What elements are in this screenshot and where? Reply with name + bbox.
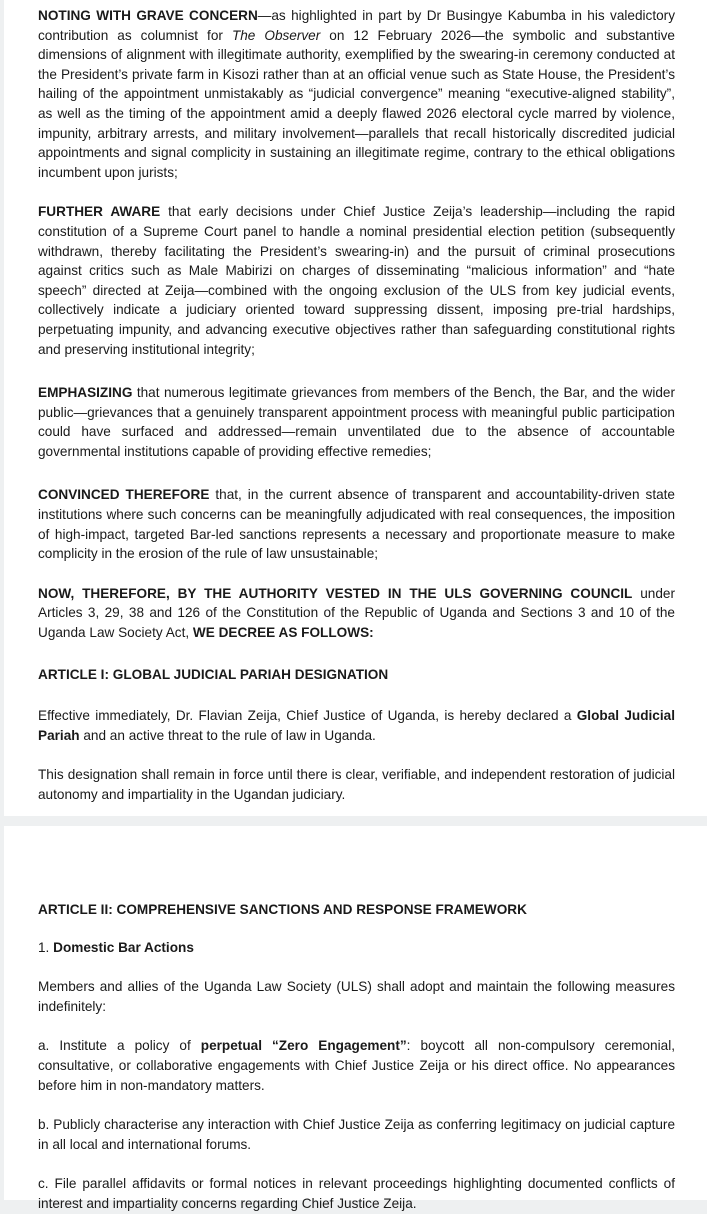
recital-lead: FURTHER AWARE	[38, 204, 161, 220]
zero-engagement-term: perpetual “Zero Engagement”	[200, 1038, 407, 1054]
section-title: Domestic Bar Actions	[53, 939, 194, 955]
recital-grave-concern: NOTING WITH GRAVE CONCERN—as highlighted in part by Dr Busingye Kabumba in his valedictory contribution as columnist for The Observer on 12 February 2026—the symbolic and substantive dimensions of alignment with illegitimate authority, exemplified by the swearing-in ceremony conducted at the President’s private farm in Kisozi rather than at an official venue such as State House, the President’s hailing of the appointment unmistakably as “judicial convergence” meaning “executive-aligned stability”, as well as the timing of the appointment amid a deeply flawed 2026 electoral cycle marred by violence, impunity, arbitrary arrests, and military involvement—parallels that recall historically discredited judicial appointments and signal complicity in sustaining an illegitimate regime, contrary to the ethical obligations incumbent upon jurists;	[38, 8, 675, 180]
recital-lead: CONVINCED THEREFORE	[38, 487, 210, 503]
list-item-a: a. Institute a policy of perpetual “Zero Engagement”: boycott all non-compulsory ceremonial, consultative, or collaborative engagements with Chief Justice Zeija or his direct office. No appearances before him in non-mandatory matters.	[38, 1038, 675, 1093]
recital-lead: EMPHASIZING	[38, 385, 133, 401]
recital-emphasizing: EMPHASIZING that numerous legitimate grievances from members of the Bench, the Bar, and the wider public—grievances that a genuinely transparent appointment process with meaningful public participation could have surfaced and addressed—remain unventilated due to the absence of accountable governmental institutions capable of providing effective remedies;	[38, 385, 675, 459]
article-1-heading: ARTICLE I: GLOBAL JUDICIAL PARIAH DESIGNATION	[38, 666, 389, 682]
decree-tail: WE DECREE AS FOLLOWS:	[192, 625, 374, 641]
list-item-c: c. File parallel affidavits or formal notices in relevant proceedings highlighting documented conflicts of interest and impartiality concerns regarding Chief Justice Zeija.	[38, 1176, 675, 1211]
recital-lead: NOTING WITH GRAVE CONCERN	[38, 8, 258, 23]
article-2-heading: ARTICLE II: COMPREHENSIVE SANCTIONS AND RESPONSE FRAMEWORK	[38, 902, 527, 917]
section-domestic-bar-actions	[38, 938, 675, 958]
section-number: 1.	[38, 939, 54, 955]
recital-convinced: CONVINCED THEREFORE that, in the current absence of transparent and accountability-driven state institutions where such concerns can be meaningfully adjudicated with real consequences, the imposition of high-impact, targeted Bar-led sanctions represents a necessary and proportionate measure to make complicity in the erosion of the rule of law unsustainable;	[38, 487, 675, 562]
list-item-b: b. Publicly characterise any interaction with Chief Justice Zeija as conferring legitimacy on judicial capture in all local and international forums.	[38, 1117, 675, 1152]
document-page-2	[4, 826, 707, 1211]
decree-clause: NOW, THEREFORE, BY THE AUTHORITY VESTED IN THE ULS GOVERNING COUNCIL under Articles 3, 29, 38 and 126 of the Constitution of the Republic of Uganda and Sections 3 and 10 of the Uganda Law Society Act, WE DECREE AS FOLLOWS:	[38, 585, 676, 641]
article-1-designation: Effective immediately, Dr. Flavian Zeija, Chief Justice of Uganda, is hereby declared a Global Judicial Pariah and an active threat to the rule of law in Uganda.	[38, 708, 675, 743]
pariah-designation: Global Judicial Pariah	[38, 708, 675, 743]
publication-name: The Observer	[231, 27, 321, 43]
recital-further-aware: FURTHER AWARE that early decisions under Chief Justice Zeija’s leadership—including the rapid constitution of a Supreme Court panel to handle a nominal presidential election petition (subsequently withdrawn, thereby facilitating the President’s swearing-in) and the pursuit of criminal prosecutions against critics such as Male Mabirizi on charges of disseminating “malicious information” and “hate speech” directed at Zeija—combined with the ongoing exclusion of the ULS from key judicial events, collectively indicate a judiciary oriented toward suppressing dissent, imposing pre-trial hardships, perpetuating impunity, and advancing executive objectives rather than safeguarding constitutional rights and preserving institutional integrity;	[38, 204, 676, 357]
decree-lead: NOW, THEREFORE, BY THE AUTHORITY VESTED IN THE ULS GOVERNING COUNCIL	[38, 585, 633, 601]
article-1-duration: This designation shall remain in force until there is clear, verifiable, and independent restoration of judicial autonomy and impartiality in the Ugandan judiciary.	[38, 767, 675, 802]
document-page-1	[4, 0, 707, 816]
section-intro: Members and allies of the Uganda Law Society (ULS) shall adopt and maintain the following measures indefinitely:	[38, 979, 675, 1014]
